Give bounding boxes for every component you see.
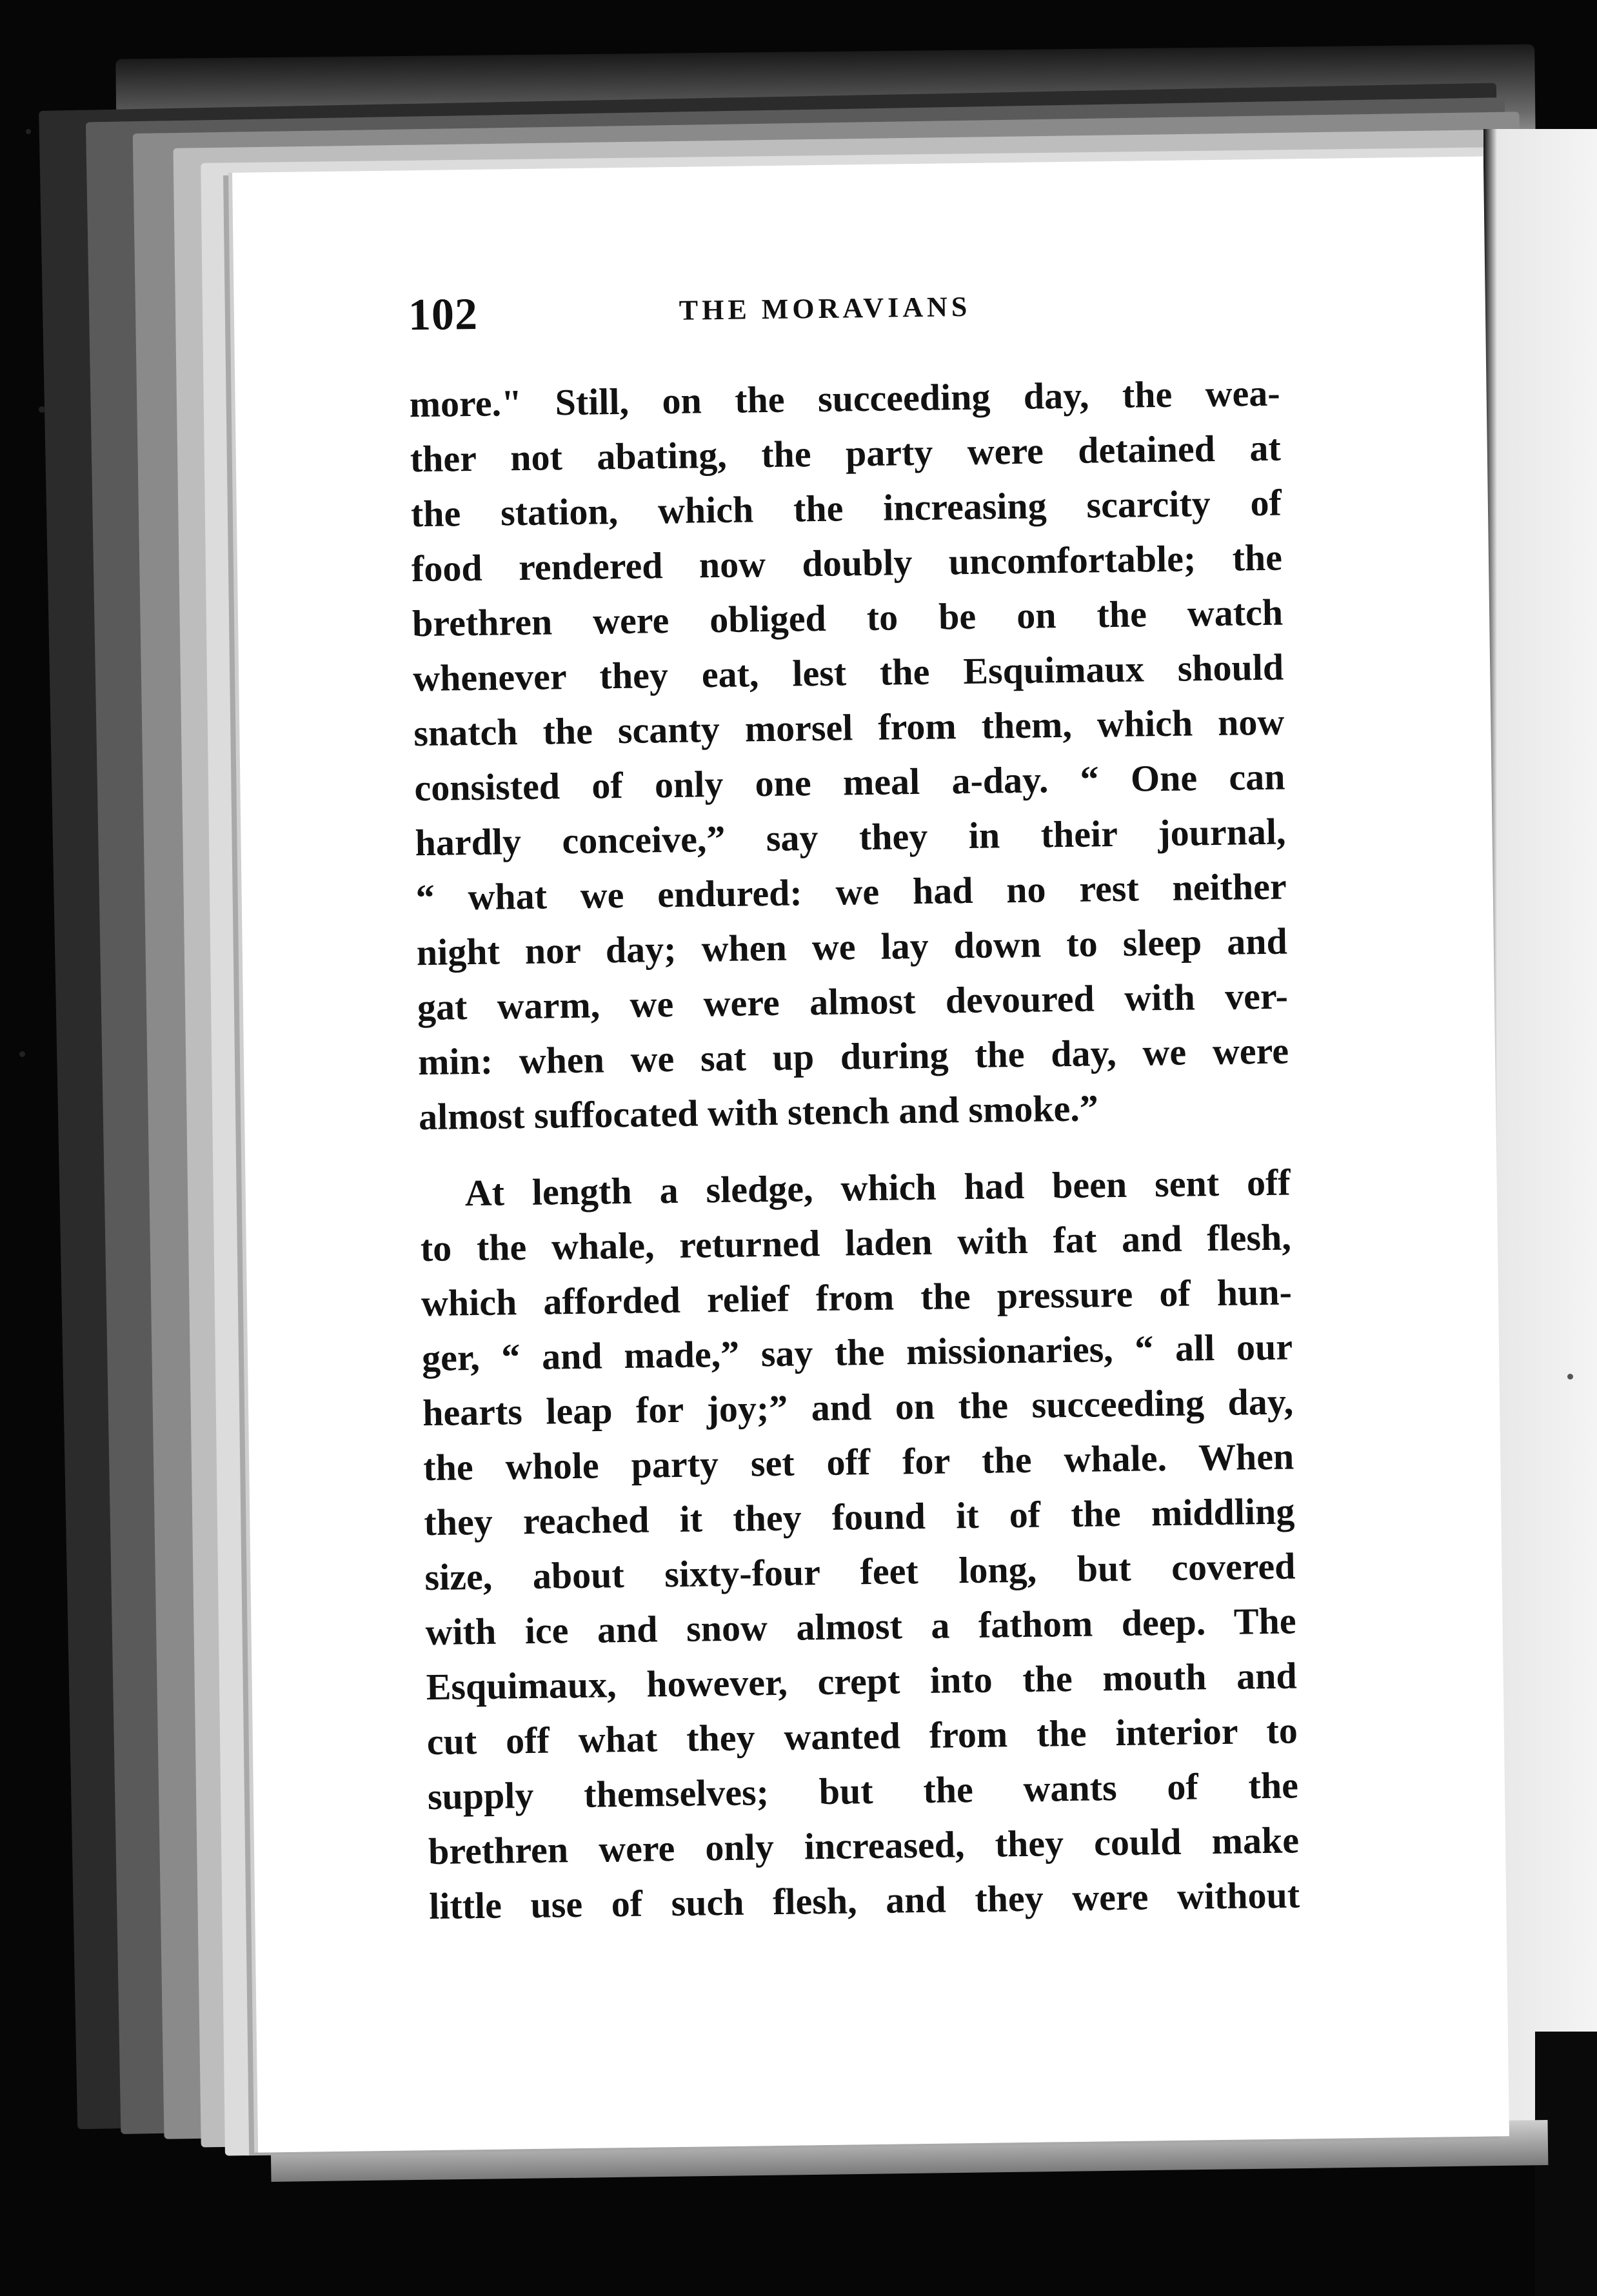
- page-number: 102: [408, 289, 479, 341]
- text-line: hearts leap for joy;” and on the succeeding day,: [422, 1380, 1294, 1434]
- text-line: they reached it they found it of the middling: [423, 1490, 1295, 1544]
- text-line: brethren were only increased, they could make: [428, 1819, 1300, 1873]
- book-page: [232, 156, 1509, 2152]
- text-line: night nor day; when we lay down to sleep and: [416, 920, 1288, 974]
- text-line: the whole party set off for the whale. When: [422, 1435, 1294, 1489]
- text-line: size, about sixty-four feet long, but covered: [424, 1545, 1296, 1599]
- text-line: almost suffocated with stench and smoke.”: [418, 1087, 1099, 1138]
- text-line: the station, which the increasing scarcity of: [410, 481, 1282, 535]
- text-line: gat warm, we were almost devoured with ver-: [417, 975, 1289, 1029]
- paragraph: [419, 1154, 1300, 1934]
- running-head: [408, 278, 1311, 348]
- text-line: brethren were obliged to be on the watch: [412, 591, 1284, 645]
- dust-speck: [1567, 1374, 1573, 1380]
- text-line: ther not abating, the party were detained at: [410, 426, 1282, 480]
- text-line: “ what we endured: we had no rest neither: [415, 865, 1287, 919]
- text-line: more." Still, on the succeeding day, the wea-: [409, 371, 1281, 426]
- text-line: whenever they eat, lest the Esquimaux should: [412, 646, 1284, 700]
- dust-speck: [39, 406, 45, 413]
- text-line: with ice and snow almost a fathom deep. The: [425, 1599, 1296, 1654]
- text-line: At length a sledge, which had been sent off: [464, 1161, 1291, 1214]
- text-line: Esquimaux, however, crept into the mouth and: [426, 1654, 1298, 1708]
- running-title: THE MORAVIANS: [679, 290, 971, 326]
- text-line: min: when we sat up during the day, we were: [417, 1029, 1289, 1084]
- text-line: hardly conceive,” say they in their journal,: [415, 810, 1286, 864]
- dust-speck: [19, 1051, 25, 1057]
- text-line: little use of such flesh, and they were without: [428, 1874, 1300, 1928]
- text-line: to the whale, returned laden with fat and flesh,: [420, 1216, 1292, 1270]
- text-line: supply themselves; but the wants of the: [427, 1764, 1299, 1818]
- paragraph: [409, 366, 1289, 1145]
- text-line: consisted of only one meal a-day. “ One can: [414, 755, 1285, 809]
- body-text: [409, 366, 1300, 1934]
- dust-speck: [26, 129, 31, 134]
- text-line: food rendered now doubly uncomfortable; the: [411, 536, 1283, 590]
- text-line: ger, “ and made,” say the missionaries, “ all our: [421, 1325, 1293, 1380]
- text-line: snatch the scanty morsel from them, which now: [413, 700, 1285, 755]
- text-line: cut off what they wanted from the interior to: [426, 1709, 1298, 1763]
- text-line: which afforded relief from the pressure of hun-: [421, 1271, 1293, 1325]
